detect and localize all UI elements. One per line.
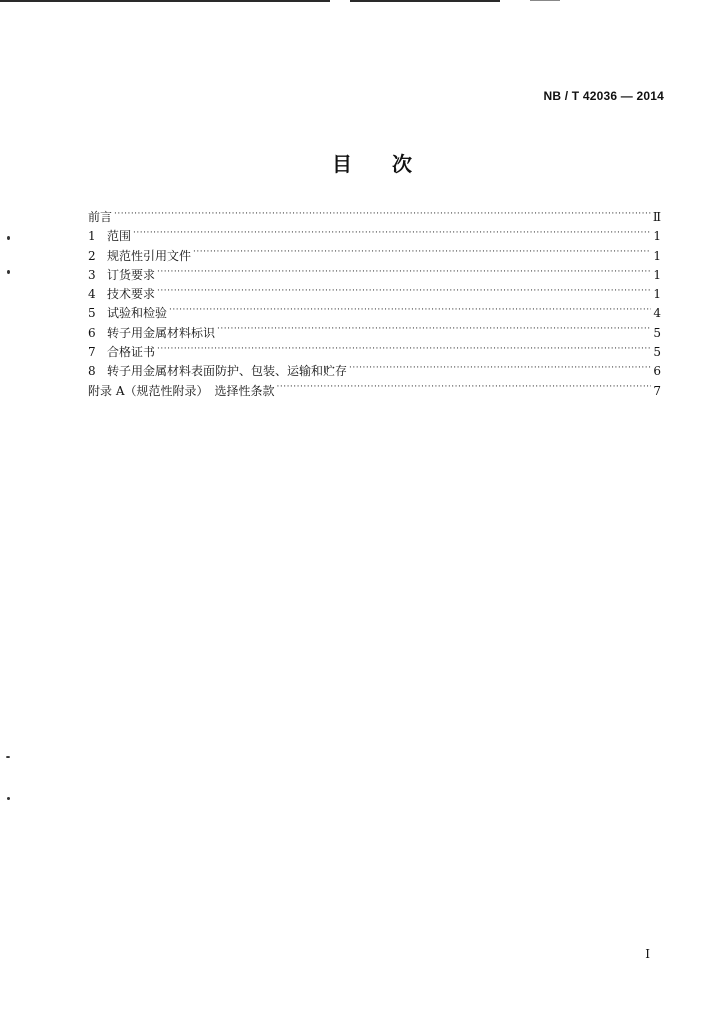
toc-page-number: 5 xyxy=(653,325,661,340)
toc-leader-dots xyxy=(169,305,651,317)
toc-entry-text: 技术要求 xyxy=(107,287,156,302)
toc-entry-text: 前言 xyxy=(88,210,113,224)
toc-leader-dots xyxy=(133,228,651,240)
toc-entry-text: 规范性引用文件 xyxy=(107,248,192,263)
toc-leader-dots xyxy=(157,344,651,356)
toc-page-number: 4 xyxy=(653,306,661,321)
toc-entry-tests-inspection[interactable] xyxy=(88,304,661,323)
scan-artifact-line xyxy=(530,0,560,1)
toc-page-number: 1 xyxy=(653,248,661,263)
toc-entry-number: 8 xyxy=(88,364,96,379)
scan-speck xyxy=(7,270,10,274)
toc-entry-number: 6 xyxy=(88,325,96,340)
toc-entry-technical-requirements[interactable] xyxy=(88,285,661,304)
toc-leader-dots xyxy=(349,363,651,375)
page-title: 目 次 xyxy=(332,152,412,176)
toc-entry-text: 订货要求 xyxy=(107,267,156,282)
standard-number: NB / T 42036 — 2014 xyxy=(543,89,664,103)
scan-speck xyxy=(7,797,10,800)
toc-entry-number: 2 xyxy=(88,248,96,263)
toc-entry-ordering-requirements[interactable] xyxy=(88,266,661,285)
table-of-contents xyxy=(88,208,661,401)
toc-entry-certificate[interactable] xyxy=(88,343,661,362)
scan-speck xyxy=(6,756,10,758)
toc-entry-text: 合格证书 xyxy=(107,345,156,360)
toc-leader-dots xyxy=(217,325,651,337)
toc-page-number: Ⅱ xyxy=(652,210,661,224)
toc-leader-dots xyxy=(157,267,651,279)
toc-entry-normative-references[interactable] xyxy=(88,247,661,266)
toc-leader-dots xyxy=(114,209,651,221)
toc-page-number: 6 xyxy=(653,364,661,379)
toc-entry-text: 范围 xyxy=(107,229,132,244)
toc-page-number: 5 xyxy=(653,345,661,360)
page-number: I xyxy=(645,947,650,961)
toc-entry-number: 7 xyxy=(88,345,96,360)
toc-entry-appendix-a[interactable] xyxy=(88,382,661,401)
toc-leader-dots xyxy=(193,248,651,260)
toc-entry-text: 转子用金属材料表面防护、包装、运输和贮存 xyxy=(107,364,348,379)
toc-entry-number: 4 xyxy=(88,287,96,302)
toc-leader-dots xyxy=(276,383,651,395)
scan-artifact-line xyxy=(350,0,500,2)
scan-speck xyxy=(7,236,10,240)
toc-entry-text: 转子用金属材料标识 xyxy=(107,325,216,340)
toc-page-number: 1 xyxy=(653,287,661,302)
toc-entry-protection-packaging[interactable] xyxy=(88,362,661,381)
toc-entry-text: 试验和检验 xyxy=(107,306,168,321)
toc-page-number: 1 xyxy=(653,229,661,244)
scan-artifact-line xyxy=(0,0,330,2)
toc-leader-dots xyxy=(157,286,651,298)
toc-entry-foreword[interactable] xyxy=(88,208,661,227)
toc-entry-number: 5 xyxy=(88,306,96,321)
toc-entry-number: 1 xyxy=(88,229,96,244)
toc-entry-text: 附录 A（规范性附录） 选择性条款 xyxy=(88,383,275,398)
toc-entry-material-marking[interactable] xyxy=(88,324,661,343)
toc-page-number: 7 xyxy=(653,383,661,398)
toc-page-number: 1 xyxy=(653,267,661,282)
toc-entry-scope[interactable] xyxy=(88,227,661,246)
toc-entry-number: 3 xyxy=(88,267,96,282)
